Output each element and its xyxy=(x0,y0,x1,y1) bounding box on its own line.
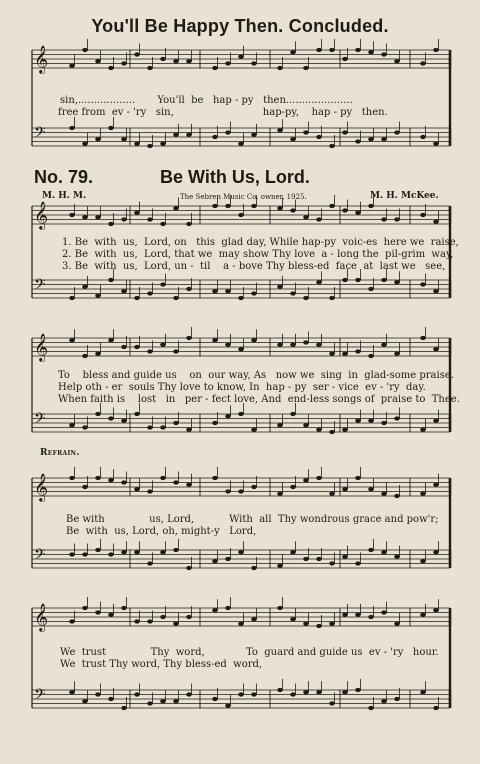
note-head xyxy=(69,213,75,217)
note-head xyxy=(95,352,101,356)
note-head xyxy=(121,61,127,65)
note-head xyxy=(394,697,400,701)
note-head xyxy=(355,48,361,52)
top-lyric-line-2: free from ev - 'ry sin, hap-py, hap - py then. xyxy=(58,107,388,118)
note-head xyxy=(134,487,140,491)
note-head xyxy=(329,701,335,705)
note-head xyxy=(329,561,335,565)
note-head xyxy=(303,340,309,344)
note-head xyxy=(238,296,244,300)
note-head xyxy=(394,555,400,559)
note-head xyxy=(173,548,179,552)
note-head xyxy=(212,204,218,208)
note-head xyxy=(212,66,218,70)
note-head xyxy=(173,421,179,425)
note-head xyxy=(420,135,426,139)
note-head xyxy=(251,338,257,342)
note-head xyxy=(186,287,192,291)
note-head xyxy=(95,548,101,552)
note-head xyxy=(69,126,75,130)
note-head xyxy=(394,280,400,284)
note-head xyxy=(186,428,192,432)
note-head xyxy=(277,66,283,70)
note-head xyxy=(147,701,153,705)
note-head xyxy=(368,50,374,54)
note-head xyxy=(212,697,218,701)
note-head xyxy=(82,425,88,429)
note-head xyxy=(433,706,439,710)
note-head xyxy=(134,296,140,300)
note-head xyxy=(95,294,101,298)
note-head xyxy=(303,690,309,694)
note-head xyxy=(160,550,166,554)
note-head xyxy=(420,213,426,217)
note-head xyxy=(134,211,140,215)
note-head xyxy=(381,278,387,282)
note-head xyxy=(238,347,244,351)
note-head xyxy=(394,59,400,63)
note-head xyxy=(173,133,179,137)
note-head xyxy=(303,296,309,300)
note-head xyxy=(160,57,166,61)
treble-clef-icon: 𝄞 xyxy=(34,473,49,501)
note-head xyxy=(108,66,114,70)
note-head xyxy=(69,296,75,300)
note-head xyxy=(147,349,153,353)
staff-3-treble xyxy=(32,467,450,502)
note-head xyxy=(381,343,387,347)
note-head xyxy=(433,483,439,487)
note-head xyxy=(355,211,361,215)
note-head xyxy=(342,690,348,694)
note-head xyxy=(108,338,114,342)
note-head xyxy=(277,492,283,496)
note-head xyxy=(303,423,309,427)
note-head xyxy=(173,622,179,626)
note-head xyxy=(82,552,88,556)
note-head xyxy=(212,289,218,293)
note-head xyxy=(121,550,127,554)
note-head xyxy=(147,561,153,565)
note-head xyxy=(355,278,361,282)
note-head xyxy=(277,285,283,289)
note-head xyxy=(173,699,179,703)
staff-1-bass xyxy=(32,269,450,300)
note-head xyxy=(82,215,88,219)
treble-clef-icon: 𝄞 xyxy=(34,201,49,229)
verse-2-line-b: Help oth - er souls Thy love to know, In hap - py ser - vice ev - 'ry day. xyxy=(58,382,426,393)
note-head xyxy=(173,206,179,210)
note-head xyxy=(277,606,283,610)
note-head xyxy=(420,282,426,286)
note-head xyxy=(134,412,140,416)
note-head xyxy=(251,617,257,621)
note-head xyxy=(160,343,166,347)
note-head xyxy=(121,419,127,423)
note-head xyxy=(381,52,387,56)
note-head xyxy=(251,133,257,137)
note-head xyxy=(95,215,101,219)
note-head xyxy=(290,485,296,489)
note-head xyxy=(290,50,296,54)
copyright-notice: The Sebren Music Co. owner, 1925. xyxy=(180,193,307,201)
note-head xyxy=(290,412,296,416)
note-head xyxy=(160,476,166,480)
note-head xyxy=(381,610,387,614)
note-head xyxy=(394,622,400,626)
note-head xyxy=(160,615,166,619)
note-head xyxy=(420,559,426,563)
note-head xyxy=(238,550,244,554)
note-head xyxy=(381,550,387,554)
note-head xyxy=(69,64,75,68)
note-head xyxy=(355,613,361,617)
note-head xyxy=(186,566,192,570)
note-head xyxy=(160,425,166,429)
staff-2-bass xyxy=(32,403,450,434)
note-head xyxy=(433,550,439,554)
refrain-lyric-1a: Be with us, Lord, With all Thy wondrous grace and pow'r; xyxy=(66,514,439,525)
note-head xyxy=(225,204,231,208)
note-head xyxy=(108,552,114,556)
note-head xyxy=(316,343,322,347)
staff-4-bass xyxy=(32,679,450,710)
note-head xyxy=(186,692,192,696)
note-head xyxy=(355,349,361,353)
note-head xyxy=(381,699,387,703)
note-head xyxy=(329,204,335,208)
note-head xyxy=(212,338,218,342)
bass-clef-icon: 𝄢 xyxy=(34,410,46,431)
note-head xyxy=(238,489,244,493)
note-head xyxy=(394,416,400,420)
note-head xyxy=(212,421,218,425)
note-head xyxy=(225,61,231,65)
bass-clef-icon: 𝄢 xyxy=(34,124,46,145)
note-head xyxy=(225,289,231,293)
note-head xyxy=(342,613,348,617)
note-head xyxy=(355,561,361,565)
note-head xyxy=(342,278,348,282)
note-head xyxy=(212,135,218,139)
note-head xyxy=(433,220,439,224)
note-head xyxy=(433,48,439,52)
note-head xyxy=(69,476,75,480)
note-head xyxy=(108,278,114,282)
note-head xyxy=(121,345,127,349)
note-head xyxy=(342,57,348,61)
note-head xyxy=(290,137,296,141)
note-head xyxy=(69,552,75,556)
note-head xyxy=(433,419,439,423)
note-head xyxy=(212,559,218,563)
note-head xyxy=(95,692,101,696)
note-head xyxy=(173,349,179,353)
note-head xyxy=(238,142,244,146)
note-head xyxy=(368,548,374,552)
note-head xyxy=(186,222,192,226)
note-head xyxy=(160,142,166,146)
composer-credit: M. H. McKee. xyxy=(370,191,439,201)
note-head xyxy=(329,430,335,434)
note-head xyxy=(342,487,348,491)
note-head xyxy=(186,483,192,487)
note-head xyxy=(394,130,400,134)
refrain-lyric-2b: We trust Thy word, Thy bless-ed word, xyxy=(60,659,263,670)
note-head xyxy=(69,338,75,342)
note-head xyxy=(316,557,322,561)
note-head xyxy=(108,697,114,701)
note-head xyxy=(420,492,426,496)
verse-2-line-a: 2. Be with us, Lord, that we may show Thy love a - long the pil-grim way, xyxy=(62,249,454,260)
treble-clef-icon: 𝄞 xyxy=(34,603,49,631)
note-head xyxy=(329,144,335,148)
note-head xyxy=(160,282,166,286)
note-head xyxy=(147,144,153,148)
note-head xyxy=(121,606,127,610)
note-head xyxy=(251,204,257,208)
note-head xyxy=(82,285,88,289)
note-head xyxy=(381,137,387,141)
note-head xyxy=(147,66,153,70)
refrain-lyric-2a: We trust Thy word, To guard and guide us ev - 'ry hour. xyxy=(60,647,439,658)
note-head xyxy=(173,480,179,484)
note-head xyxy=(238,622,244,626)
note-head xyxy=(433,608,439,612)
note-head xyxy=(368,137,374,141)
note-head xyxy=(316,135,322,139)
note-head xyxy=(355,688,361,692)
note-head xyxy=(251,291,257,295)
note-head xyxy=(342,208,348,212)
note-head xyxy=(108,416,114,420)
top-lyric-line-1: sin,.................. You'll be hap - py then..................... xyxy=(60,95,353,106)
note-head xyxy=(329,492,335,496)
refrain-lyric-1b: Be with us, Lord, oh, might-y Lord, xyxy=(66,526,257,537)
note-head xyxy=(277,564,283,568)
note-head xyxy=(277,688,283,692)
note-head xyxy=(251,485,257,489)
staff-1-treble xyxy=(32,195,450,230)
note-head xyxy=(95,476,101,480)
note-head xyxy=(329,296,335,300)
note-head xyxy=(394,352,400,356)
note-head xyxy=(251,692,257,696)
note-head xyxy=(277,343,283,347)
note-head xyxy=(420,613,426,617)
note-head xyxy=(82,699,88,703)
note-head xyxy=(355,139,361,143)
note-head xyxy=(342,130,348,134)
note-head xyxy=(147,291,153,295)
note-head xyxy=(251,61,257,65)
note-head xyxy=(316,217,322,221)
note-head xyxy=(355,419,361,423)
note-head xyxy=(290,343,296,347)
note-head xyxy=(82,142,88,146)
staff-top-bass xyxy=(32,117,450,148)
note-head xyxy=(108,126,114,130)
note-head xyxy=(69,690,75,694)
note-head xyxy=(290,208,296,212)
note-head xyxy=(329,48,335,52)
note-head xyxy=(433,142,439,146)
note-head xyxy=(186,336,192,340)
note-head xyxy=(277,206,283,210)
verse-3-line-b: When faith is lost in per - fect love, And end-less songs of praise to Thee. xyxy=(58,394,460,405)
note-head xyxy=(368,487,374,491)
staff-2-treble xyxy=(32,327,450,362)
note-head xyxy=(95,59,101,63)
treble-clef-icon: 𝄞 xyxy=(34,333,49,361)
note-head xyxy=(420,336,426,340)
note-head xyxy=(108,222,114,226)
note-head xyxy=(420,428,426,432)
note-head xyxy=(225,414,231,418)
note-head xyxy=(368,204,374,208)
note-head xyxy=(303,478,309,482)
note-head xyxy=(368,706,374,710)
note-head xyxy=(238,55,244,59)
bass-clef-icon: 𝄢 xyxy=(34,686,46,707)
staff-3-bass xyxy=(32,539,450,570)
note-head xyxy=(251,566,257,570)
note-head xyxy=(173,59,179,63)
note-head xyxy=(186,615,192,619)
note-head xyxy=(147,489,153,493)
note-head xyxy=(82,48,88,52)
note-head xyxy=(95,610,101,614)
note-head xyxy=(82,354,88,358)
bass-clef-icon: 𝄢 xyxy=(34,546,46,567)
note-head xyxy=(303,215,309,219)
note-head xyxy=(82,606,88,610)
note-head xyxy=(381,217,387,221)
staff-top-treble xyxy=(32,39,450,74)
hymn-title: Be With Us, Lord. xyxy=(160,167,310,187)
note-head xyxy=(394,217,400,221)
note-head xyxy=(394,494,400,498)
note-head xyxy=(368,287,374,291)
continued-hymn-title: You'll Be Happy Then. Concluded. xyxy=(91,16,389,36)
note-head xyxy=(212,608,218,612)
note-head xyxy=(290,550,296,554)
note-head xyxy=(95,137,101,141)
note-head xyxy=(433,347,439,351)
refrain-label: Refrain. xyxy=(40,448,80,458)
note-head xyxy=(290,291,296,295)
note-head xyxy=(368,615,374,619)
note-head xyxy=(225,343,231,347)
note-head xyxy=(342,555,348,559)
note-head xyxy=(368,354,374,358)
note-head xyxy=(225,557,231,561)
note-head xyxy=(329,352,335,356)
note-head xyxy=(225,130,231,134)
note-head xyxy=(316,48,322,52)
note-head xyxy=(277,423,283,427)
note-head xyxy=(69,423,75,427)
note-head xyxy=(121,217,127,221)
hymn-number: No. 79. xyxy=(34,167,94,187)
note-head xyxy=(342,352,348,356)
note-head xyxy=(290,617,296,621)
verse-1-line-a: 1. Be with us, Lord, on this glad day, While hap-py voic-es here we raise, xyxy=(62,237,459,248)
note-head xyxy=(121,289,127,293)
note-head xyxy=(420,61,426,65)
note-head xyxy=(134,52,140,56)
note-head xyxy=(225,704,231,708)
note-head xyxy=(108,613,114,617)
note-head xyxy=(82,485,88,489)
note-head xyxy=(134,142,140,146)
note-head xyxy=(381,492,387,496)
note-head xyxy=(303,622,309,626)
note-head xyxy=(108,478,114,482)
note-head xyxy=(420,690,426,694)
note-head xyxy=(238,412,244,416)
note-head xyxy=(225,489,231,493)
note-head xyxy=(316,624,322,628)
note-head xyxy=(134,619,140,623)
note-head xyxy=(147,217,153,221)
note-head xyxy=(134,345,140,349)
staff-4-treble xyxy=(32,597,450,632)
verse-1-line-b: To bless and guide us on our way, As now we sing in glad-some praise. xyxy=(58,370,454,381)
note-head xyxy=(95,412,101,416)
treble-clef-icon: 𝄞 xyxy=(34,45,49,73)
note-head xyxy=(251,428,257,432)
note-head xyxy=(316,690,322,694)
note-head xyxy=(238,213,244,217)
note-head xyxy=(225,606,231,610)
note-head xyxy=(342,428,348,432)
note-head xyxy=(316,476,322,480)
note-head xyxy=(433,289,439,293)
note-head xyxy=(121,480,127,484)
note-head xyxy=(355,476,361,480)
note-head xyxy=(186,59,192,63)
meter-credit: M. H. M. xyxy=(42,191,87,201)
note-head xyxy=(160,699,166,703)
note-head xyxy=(212,476,218,480)
note-head xyxy=(173,296,179,300)
note-head xyxy=(303,557,309,561)
note-head xyxy=(277,128,283,132)
note-head xyxy=(303,130,309,134)
note-head xyxy=(316,280,322,284)
note-head xyxy=(160,222,166,226)
note-head xyxy=(238,692,244,696)
note-head xyxy=(147,425,153,429)
note-head xyxy=(186,133,192,137)
note-head xyxy=(316,428,322,432)
note-head xyxy=(290,692,296,696)
note-head xyxy=(134,550,140,554)
note-head xyxy=(303,66,309,70)
bass-clef-icon: 𝄢 xyxy=(34,276,46,297)
note-head xyxy=(69,619,75,623)
verse-3-line-a: 3. Be with us, Lord, un - til a - bove Thy bless-ed face at last we see, xyxy=(62,261,446,272)
note-head xyxy=(381,421,387,425)
note-head xyxy=(147,619,153,623)
note-head xyxy=(121,137,127,141)
note-head xyxy=(134,692,140,696)
note-head xyxy=(329,622,335,626)
note-head xyxy=(121,706,127,710)
note-head xyxy=(368,419,374,423)
